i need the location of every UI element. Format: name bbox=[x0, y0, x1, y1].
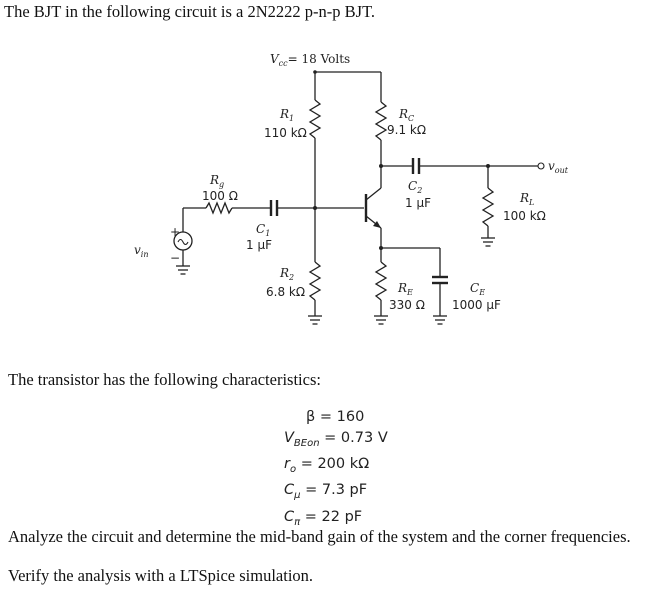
cpi-value: $C_\pi = 22$ pF bbox=[284, 508, 363, 528]
r1-value: 110 kΩ bbox=[264, 126, 307, 140]
ground-rl bbox=[481, 238, 495, 246]
analyze-instruction: Analyze the circuit and determine the mid-band gain of the system and the corner frequencies. bbox=[8, 527, 631, 546]
ground-ce bbox=[433, 316, 447, 324]
svg-text:−: − bbox=[170, 251, 181, 265]
problem-header: The BJT in the following circuit is a 2N2222 p-n-p BJT. bbox=[4, 2, 376, 21]
bjt-collector-lead bbox=[366, 188, 381, 200]
vin-label: $v_{in}$ bbox=[134, 243, 149, 259]
verify-instruction: Verify the analysis with a LTSpice simulation. bbox=[8, 566, 314, 585]
rl-resistor bbox=[483, 188, 493, 226]
characteristics-list bbox=[284, 407, 388, 533]
r2-value: 6.8 kΩ bbox=[266, 285, 306, 299]
svg-text:+: + bbox=[170, 225, 181, 239]
c2-name: $C_2$ bbox=[408, 179, 423, 195]
ce-value: 1000 μF bbox=[452, 298, 501, 312]
r1-name: $R_1$ bbox=[280, 107, 295, 123]
r1-resistor bbox=[310, 100, 320, 138]
ce-name: $C_E$ bbox=[470, 281, 486, 297]
re-name: $R_E$ bbox=[398, 281, 413, 297]
r2-resistor bbox=[310, 262, 320, 300]
vcc-label: $V_{cc}= 18$ Volts bbox=[270, 52, 351, 68]
rc-value: 9.1 kΩ bbox=[387, 123, 427, 137]
r2-name: $R_2$ bbox=[280, 266, 295, 282]
rc-name: $R_C$ bbox=[399, 107, 415, 123]
rc-resistor bbox=[376, 102, 386, 140]
rg-resistor bbox=[206, 203, 232, 213]
rg-value: 100 Ω bbox=[202, 189, 238, 203]
rl-value: 100 kΩ bbox=[503, 209, 546, 223]
cmu-value: $C_\mu = 7.3$ pF bbox=[284, 482, 368, 502]
vbe-value: $V_{BEon} = 0.73$ V bbox=[284, 429, 388, 449]
ro-value: $r_o = 200$ kΩ bbox=[284, 455, 370, 475]
rl-name: $R_L$ bbox=[520, 191, 535, 207]
ground-r2 bbox=[308, 316, 322, 324]
c2-value: 1 μF bbox=[405, 196, 431, 210]
vout-terminal bbox=[538, 163, 544, 169]
re-value: 330 Ω bbox=[389, 298, 425, 312]
vout-label: $v_{out}$ bbox=[548, 159, 568, 175]
ground-re bbox=[374, 316, 388, 324]
c1-value: 1 μF bbox=[246, 238, 272, 252]
beta-value: β = 160 bbox=[306, 409, 365, 425]
characteristics-intro: The transistor has the following characteristics: bbox=[8, 370, 321, 389]
rg-name: $R_g$ bbox=[210, 173, 225, 189]
ground-source bbox=[176, 266, 190, 274]
c1-name: $C_1$ bbox=[256, 222, 271, 238]
re-resistor bbox=[376, 262, 386, 300]
